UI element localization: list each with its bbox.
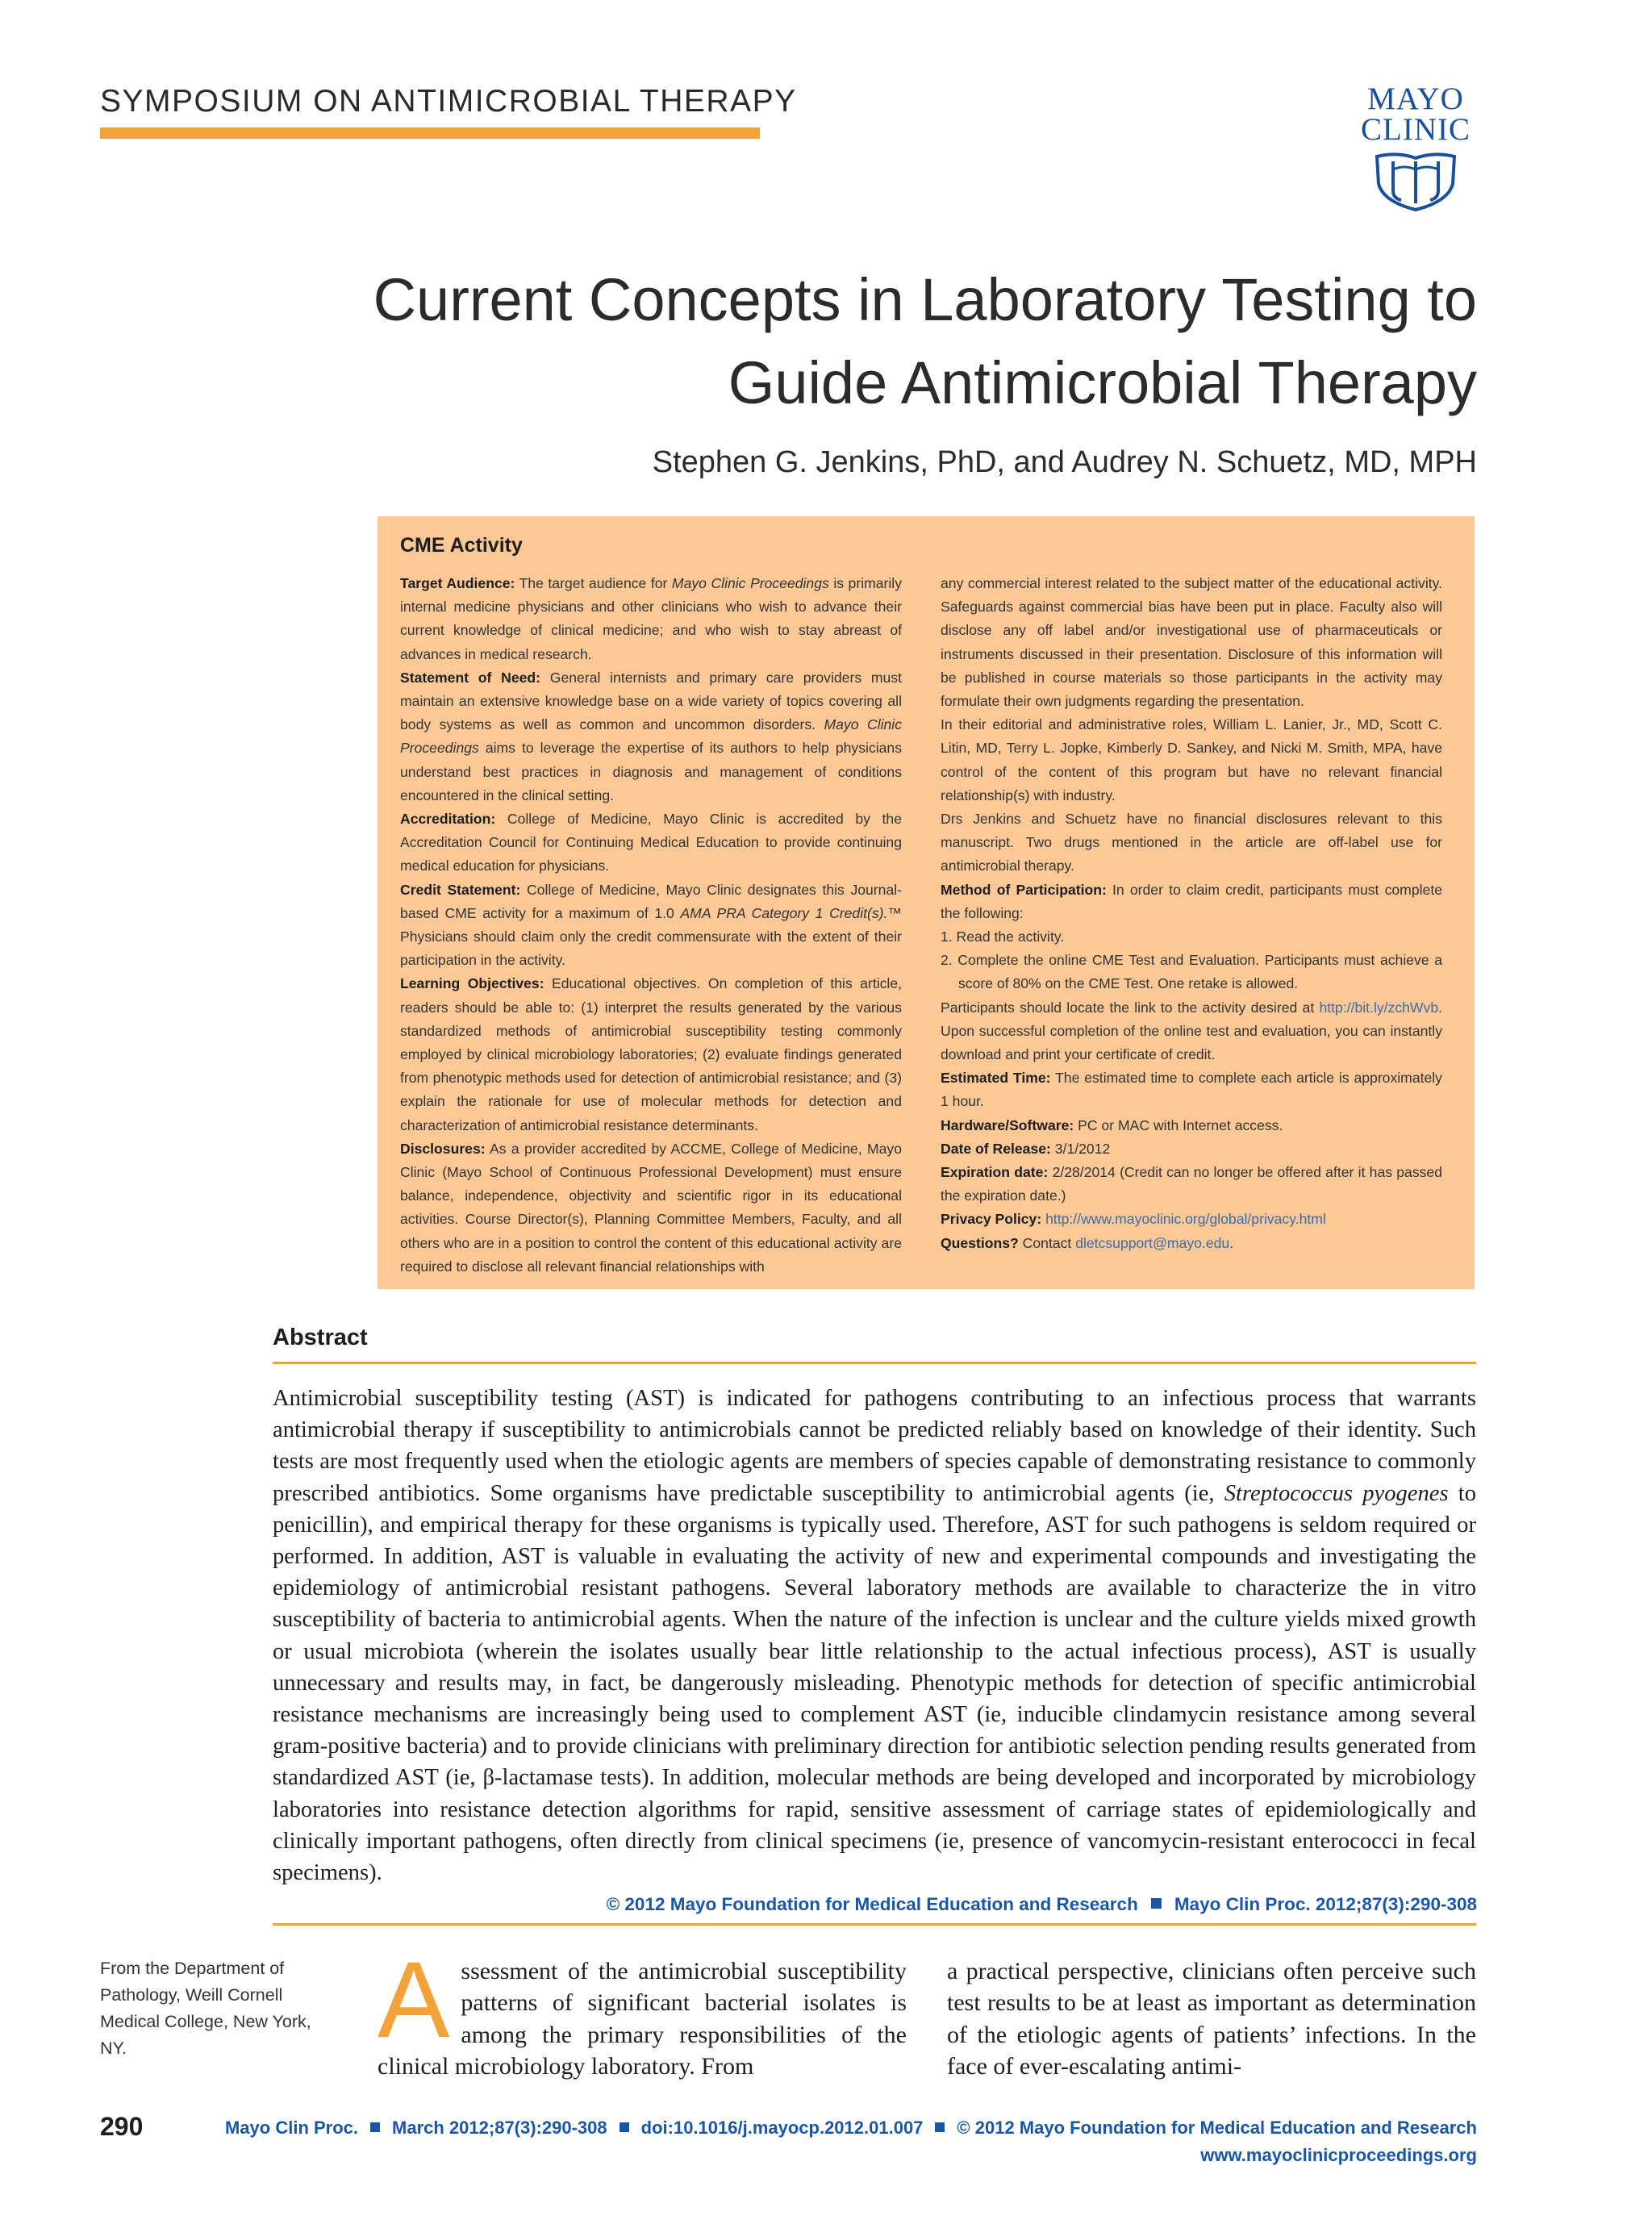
privacy-link[interactable]: http://www.mayoclinic.org/global/privacy.html xyxy=(1045,1211,1326,1228)
separator-square-icon xyxy=(620,2122,629,2132)
cme-privacy-policy: Privacy Policy: http://www.mayoclinic.org/global/privacy.html xyxy=(941,1211,1326,1228)
cme-hardware-software: Hardware/Software: PC or MAC with Internet access. xyxy=(941,1116,1283,1133)
section-rule xyxy=(100,127,760,139)
affiliation-note: From the Department of Pathology, Weill Cornell Medical College, New York, NY. xyxy=(100,1959,311,2058)
citation-rule xyxy=(273,1923,1476,1926)
body-column-right: a practical perspective, clinicians often perceive such test results to be at least as important as determination of the etiologic agents of patients’ infections. In the face of ever-escalating antimi- xyxy=(947,1958,1476,2080)
abstract-rule xyxy=(273,1362,1476,1364)
title-line-1: Current Concepts in Laboratory Testing to xyxy=(373,266,1477,333)
cme-questions: Questions? Contact dletcsupport@mayo.edu. xyxy=(941,1234,1234,1251)
abstract-text: Antimicrobial susceptibility testing (AST) is indicated for pathogens contributing to an infectious process that warrants antimicrobial therapy if susceptibility to antimicrobials cannot be predicted reliably based on knowledge of their identity. Such tests are most frequently used when the etiologic agents are members of species capable of demonstrating resistance to commonly prescribed antibiotics. Some organisms have predictable susceptibility to antimicrobial agents (ie, Streptococcus pyogenes to penicillin), and empirical therapy for these organisms is typically used. Therefore, AST for such pathogens is seldom required or performed. In addition, AST is valuable in evaluating the activity of new and experimental compounds and investigating the epidemiology of antimicrobial resistant pathogens. Several laboratory methods are available to characterize the in vitro susceptibility of bacteria to antimicrobial agents. When the nature of the infection is unclear and the culture yields mixed growth or usual microbiota (wherein the isolates usually bear little relationship to the actual infectious process), AST is usually unnecessary and results may, in fact, be dangerously misleading. Phenotypic methods for detection of specific antimicrobial resistance mechanisms are increasingly being used to complement AST (ie, inducible clindamycin resistance among several gram-positive bacteria) and to provide clinicians with preliminary direction for antibiotic selection pending results generated from standardized AST (ie, β-lactamase tests). In addition, molecular methods are being developed and incorporated by microbiology laboratories into resistance detection algorithms for rapid, sensitive assessment of carriage states of epidemiologically and clinically important pathogens, often directly from clinical specimens (ie, presence of vancomycin-resistant enterococci in fecal specimens). xyxy=(273,1386,1476,1886)
cme-expiration-date: Expiration date: 2/28/2014 (Credit can no longer be offered after it has passed the expiration date.) xyxy=(941,1164,1443,1204)
cme-disclosures: Disclosures: As a provider accredited by ACCME, College of Medicine, Mayo Clinic (Mayo School of Continuous Professional Development) must ensure balance, independence, objectivity and scientific rigor in its educational activities. Course Director(s), Planning Committee Members, Faculty, and all others who are in a position to control the content of this educational activity are required to disclose all relevant financial relationships with xyxy=(400,1140,902,1275)
section-label: SYMPOSIUM ON ANTIMICROBIAL THERAPY xyxy=(100,84,797,119)
activity-link[interactable]: http://bit.ly/zchWvb xyxy=(1319,999,1439,1016)
cme-left-column xyxy=(400,572,902,1279)
authors: Stephen G. Jenkins, PhD, and Audrey N. Schuetz, MD, MPH xyxy=(652,445,1477,479)
cme-estimated-time: Estimated Time: The estimated time to complete each article is approximately 1 hour. xyxy=(941,1070,1442,1110)
separator-square-icon xyxy=(370,2122,380,2132)
cme-author-disclosures: Drs Jenkins and Schuetz have no financial disclosures relevant to this manuscript. Two drugs mentioned in the article are off-label use for antimicrobial therapy. xyxy=(941,811,1442,874)
abstract-citation: Mayo Clin Proc. 2012;87(3):290-308 xyxy=(1174,1894,1477,1914)
footer-doi: doi:10.1016/j.mayocp.2012.01.007 xyxy=(640,2118,924,2138)
cme-credit-statement: Credit Statement: College of Medicine, Mayo Clinic designates this Journal-based CME activity for a maximum of 1.0 AMA PRA Category 1 Credit(s).™ Physicians should claim only the credit commensurate with the extent of their participation in the activity. xyxy=(400,881,903,969)
cme-locate-link: Participants should locate the link to the activity desired at http://bit.ly/zchWvb. Upon successful completion of the online test and evaluation, you can instantly download and print your certificate of credit. xyxy=(941,999,1442,1063)
cme-editorial-roles: In their editorial and administrative roles, William L. Lanier, Jr., MD, Scott C. Litin, MD, Terry L. Jopke, Kimberly D. Sankey, and Nicki M. Smith, MPA, have control of the content of this program but have no relevant financial relationship(s) with industry. xyxy=(941,716,1442,803)
cme-activity-box xyxy=(378,516,1475,1289)
logo-word-mayo: MAYO xyxy=(1367,81,1464,116)
shield-icon xyxy=(1374,150,1458,211)
abstract-heading: Abstract xyxy=(273,1325,368,1350)
abstract-citation-line xyxy=(607,1894,1477,1915)
cme-disclosure-continued: any commercial interest related to the subject matter of the educational activity. Safeguards against commercial bias have been put in place. Faculty also will disclose any off label and/or investigational use of pharmaceuticals or instruments discussed in their presentation. Disclosure of this information will be published in course materials so those participants in the activity may formulate their own judgments regarding the presentation. xyxy=(941,575,1442,710)
separator-square-icon xyxy=(935,2122,945,2132)
article-title xyxy=(267,258,1477,424)
cme-step-1: 1. Read the activity. xyxy=(941,928,1065,945)
cme-target-audience: Target Audience: The target audience for Mayo Clinic Proceedings is primarily internal medicine physicians and other clinicians who wish to advance their current knowledge of clinical medicine; and who wish to stay abreast of advances in medical research. xyxy=(400,575,903,662)
footer-journal: Mayo Clin Proc. xyxy=(224,2118,359,2138)
title-line-2: Guide Antimicrobial Therapy xyxy=(728,349,1477,416)
cme-step-2: 2. Complete the online CME Test and Evaluation. Participants must achieve a score of 80% on the CME Test. One retake is allowed. xyxy=(941,952,1442,992)
footer-url[interactable]: www.mayoclinicproceedings.org xyxy=(1200,2145,1477,2165)
separator-square-icon xyxy=(1151,1898,1162,1909)
drop-cap: A xyxy=(378,1940,450,2060)
abstract-copyright: © 2012 Mayo Foundation for Medical Education and Research xyxy=(606,1894,1138,1914)
footer-copyright: © 2012 Mayo Foundation for Medical Education and Research xyxy=(957,2118,1477,2138)
cme-learning-objectives: Learning Objectives: Educational objectives. On completion of this article, readers should be able to: (1) interpret the results generated by the various standardized methods of antimicrobial susceptibility testing commonly employed by clinical microbiology laboratories; (2) evaluate findings generated from phenotypic methods used for detection of antimicrobial resistance; and (3) explain the rationale for use of molecular methods for detection and characterization of antimicrobial resistance determinants. xyxy=(400,975,902,1133)
cme-statement-of-need: Statement of Need: General internists and primary care providers must maintain an extensive knowledge base on a wide variety of topics covering all body systems as well as common and uncommon disorders. Mayo Clinic Proceedings aims to leverage the expertise of its authors to help physicians understand best practices in diagnosis and management of conditions encountered in the clinical setting. xyxy=(400,669,903,803)
cme-heading: CME Activity xyxy=(400,534,523,557)
cme-accreditation: Accreditation: College of Medicine, Mayo Clinic is accredited by the Accreditation Council for Continuing Medical Education to provide continuing medical education for physicians. xyxy=(400,811,902,874)
cme-date-of-release: Date of Release: 3/1/2012 xyxy=(941,1140,1111,1157)
footer-citation xyxy=(225,2114,1477,2169)
body-column-left: Assessment of the antimicrobial susceptibility patterns of significant bacterial isolates is among the primary responsibilities of the clinical microbiology laboratory. From xyxy=(378,1940,907,2080)
mayo-clinic-logo xyxy=(1347,81,1484,211)
support-email-link[interactable]: dletcsupport@mayo.edu xyxy=(1075,1234,1230,1251)
cme-method-of-participation: Method of Participation: In order to claim credit, participants must complete the following: xyxy=(941,881,1442,921)
cme-right-column xyxy=(941,572,1442,1279)
logo-word-clinic: CLINIC xyxy=(1361,112,1471,147)
page-number: 290 xyxy=(100,2112,144,2141)
footer-issue: March 2012;87(3):290-308 xyxy=(392,2118,607,2138)
